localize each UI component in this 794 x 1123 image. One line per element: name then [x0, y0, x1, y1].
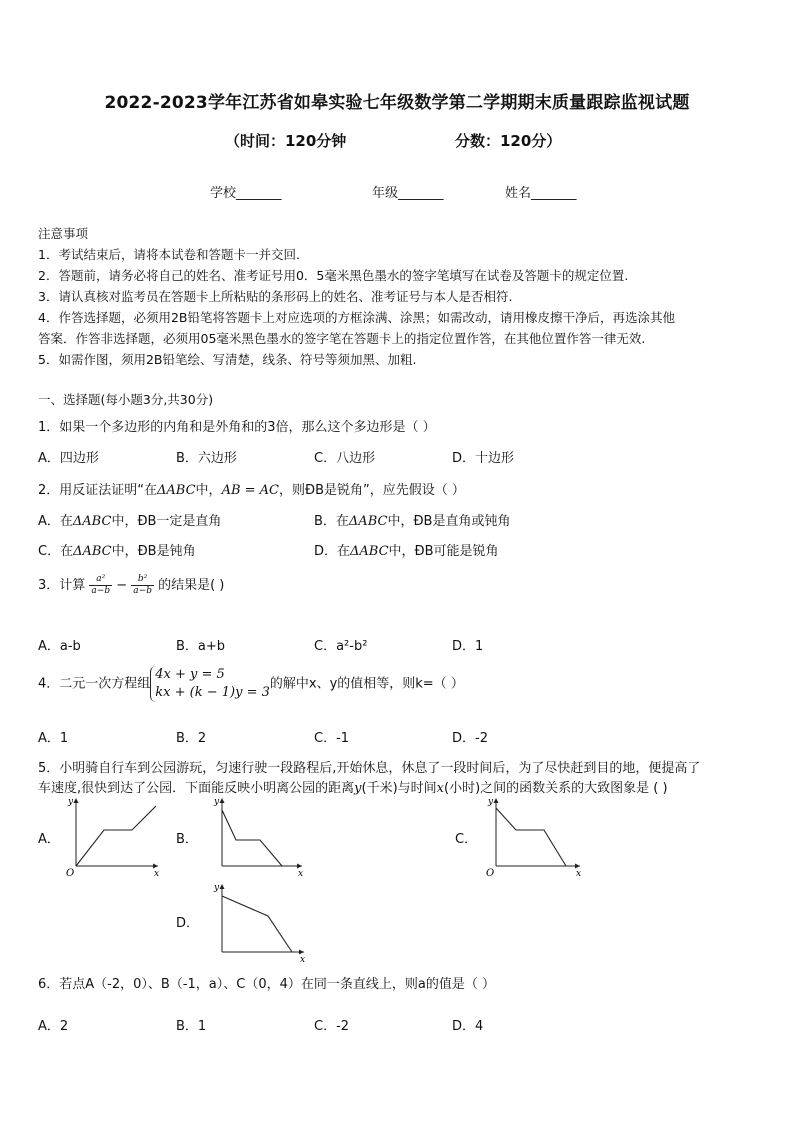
notes-item: 3．请认真核对监考员在答题卡上所粘贴的条形码上的姓名、准考证号与本人是否相符.	[38, 289, 513, 304]
y-axis-arrow	[220, 798, 225, 803]
y-axis-arrow	[494, 798, 499, 803]
x-axis-arrow	[297, 864, 302, 869]
notes-item: 5．如需作图，须用2B铅笔绘、写清楚，线条、符号等须加黑、加粗.	[38, 352, 417, 367]
q5-option-a: A．	[38, 832, 60, 847]
q1-option-d: D．十边形	[452, 451, 515, 466]
q3-option-c: C．a²-b²	[314, 639, 368, 654]
function-curve	[76, 806, 156, 866]
notes-heading: 注意事项	[38, 226, 89, 241]
y-axis-label: y	[68, 797, 74, 807]
q1-option-a: A．四边形	[38, 451, 99, 466]
x-axis-label: x	[300, 955, 306, 964]
q5-option-b: B．	[176, 832, 198, 847]
q5-option-d: D．	[176, 916, 200, 931]
q4-equation-system: 4x + y = 5 kx + (k − 1)y = 3	[150, 666, 270, 702]
q6-option-b: B．1	[176, 1019, 207, 1034]
q6-option-d: D．4	[452, 1019, 484, 1034]
exam-time: （时间：120分钟	[225, 132, 347, 150]
q4-option-a: A．1	[38, 731, 69, 746]
q5-option-c: C．	[455, 832, 478, 847]
y-axis-label: y	[214, 797, 220, 807]
q3-fraction-1: $\frac{\text{a²}}{a-b}$	[91, 574, 111, 596]
notes-item: 1．考试结束后，请将本试卷和答题卡一并交回.	[38, 247, 300, 262]
y-axis-label: y	[214, 883, 220, 893]
notes-item: 答案．作答非选择题，必须用05毫米黑色墨水的签字笔在答题卡上的指定位置作答，在其他位置作答一律无效.	[38, 331, 646, 346]
q5-stem-line2: 车速度,很快到达了公园．下面能反映小明离公园的距离y(千米)与时间x(小时)之间的函数关系的大致图象是 ( )	[38, 781, 668, 796]
q2-option-a: A．在ΔABC中，ÐB一定是直角	[38, 514, 222, 529]
y-axis-label: y	[488, 797, 494, 807]
function-curve	[222, 896, 292, 952]
q5-graph-b	[208, 794, 308, 878]
page-title: 2022-2023学年江苏省如皋实验七年级数学第二学期期末质量跟踪监视试题	[104, 93, 690, 113]
notes-item: 4．作答选择题，必须用2B铅笔将答题卡上对应选项的方框涂满、涂黑；如需改动，请用橡皮擦干净后，再选涂其他	[38, 310, 675, 325]
school-field: 学校_______	[210, 186, 282, 201]
name-field: 姓名_______	[505, 186, 577, 201]
x-axis-arrow	[299, 950, 304, 955]
grade-field: 年级_______	[372, 186, 444, 201]
q2-stem: 2．用反证法证明“在ΔABC中，AB = AC，则ÐB是锐角”，应先假设（ ）	[38, 483, 465, 498]
q2-option-c: C．在ΔABC中，ÐB是钝角	[38, 544, 196, 559]
q2-option-d: D．在ΔABC中，ÐB可能是锐角	[314, 544, 499, 559]
notes-item: 2．答题前，请务必将自己的姓名、准考证号用0．5毫米黑色墨水的签字笔填写在试卷及答题卡的规定位置.	[38, 268, 629, 283]
function-curve	[222, 810, 282, 866]
q5-graph-d	[208, 878, 312, 964]
q3-stem: 3．计算 $\frac{\text{a²}}{a-b}$ − $\frac{\text{b²}}{a-b}$ 的结果是( )	[38, 574, 225, 596]
q3-option-b: B．a+b	[176, 639, 226, 654]
q1-stem: 1．如果一个多边形的内角和是外角和的3倍，那么这个多边形是（ ）	[38, 420, 436, 435]
q6-stem: 6．若点A（-2，0）、B（-1，a）、C（0，4）在同一条直线上，则a的值是（ ）	[38, 977, 495, 992]
q4-option-c: C．-1	[314, 731, 350, 746]
q1-option-b: B．六边形	[176, 451, 237, 466]
q2-option-b: B．在ΔABC中，ÐB是直角或钝角	[314, 514, 511, 529]
x-axis-arrow	[153, 864, 158, 869]
y-axis-arrow	[220, 884, 225, 889]
q6-option-a: A．2	[38, 1019, 69, 1034]
x-axis-arrow	[575, 864, 580, 869]
origin-label: O	[486, 868, 495, 878]
q5-graph-c	[482, 794, 586, 878]
q3-fraction-2: $\frac{\text{b²}}{a-b}$	[133, 574, 152, 596]
origin-label: O	[66, 868, 75, 878]
q4-option-b: B．2	[176, 731, 207, 746]
q6-option-c: C．-2	[314, 1019, 350, 1034]
q4-option-d: D．-2	[452, 731, 488, 746]
function-curve	[496, 808, 566, 866]
y-axis-arrow	[74, 798, 79, 803]
q3-option-d: D．1	[452, 639, 484, 654]
q1-option-c: C．八边形	[314, 451, 376, 466]
x-axis-label: x	[154, 869, 160, 878]
x-axis-label: x	[298, 869, 304, 878]
exam-score: 分数：120分）	[455, 132, 562, 150]
section-heading: 一、选择题(每小题3分,共30分)	[38, 392, 214, 407]
q4-stem: 4．二元一次方程组 4x + y = 5 kx + (k − 1)y = 3 的解中x、y的值相等，则k=（ ）	[38, 667, 464, 700]
q3-option-a: A．a-b	[38, 639, 81, 654]
x-axis-label: x	[576, 869, 582, 878]
q5-stem-line1: 5．小明骑自行车到公园游玩，匀速行驶一段路程后,开始休息，休息了一段时间后，为了尽快赶到目的地，便提高了	[38, 761, 701, 776]
q5-graph-a	[62, 794, 162, 878]
